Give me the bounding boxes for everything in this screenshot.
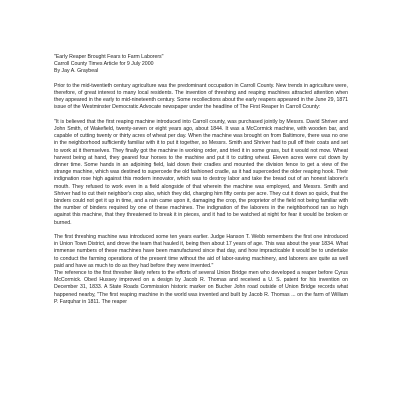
paragraph-thresher: The first threshing machine was introduced some ten years earlier. Judge Hanson T. Webb remembers the first one introduced in Union Town District, and drove the team that hauled it, being then about 17 years of age. This was about the year 1834. What immense numbers of these machines have been manufactured since that day, and how impracticable it would be to undertake to conduct the farming operations of the present time without the aid of labor-saving machinery, and laborers are quite as well paid and have as much to do as they had before they were invented."	[54, 234, 348, 269]
paragraph-quote: "It is believed that the first reaping machine introduced into Carroll county, was purchased jointly by Messrs. David Shriver and John Smith, of Wakefield, twenty-seven or eight years ago, about 1844. It was a McCormick machine, with wooden bar, and capable of cutting twenty or thirty acres of wheat per day. When the machine was brought on from Baltimore, there was no one in the neighborhood sufficiently familiar with it to put it together, so Messrs. Smith and Shriver had to pull off their coats and set to work at it themselves. They finally got the machine in working order, and tried it in some grass, but it would not mow. Wheat harvest being at hand, they geared four horses to the machine and put it to cutting wheat. Eleven acres were cut down by dinner time. Some hands in an adjoining field, laid down their cradles and mounted the division fence to get a view of the strange machine, which was destined to supercede the old fashioned cradle, as it had superceded the older reaping hook. Their indignation rose high against this modern innovator, which was to destroy labor and take the bread out of an honest laborer's mouth. They refused to work even in a field alongside of that wherein the machine was employed, and Messrs. Smith and Shriver had to cut their neighbor's crop also, which they did, charging him fifty cents per acre. They cut it down so quick, that the binders could not get it up in time, and a rain came upon it, damaging the crop, the proprietor of the field not being familiar with the number of binders required by one of these machines. The indignation of the laborers in the neighborhood ran so high against this machine, that they threatened to break it in pieces, and it had to be watched at night for fear it would be broken or burned.	[54, 118, 348, 226]
paragraph-reference: The reference to the first thresher likely refers to the efforts of several Union Bridge men who developed a reaper before Cyrus McCormick. Obed Hussey improved on a design by Jacob R. Thomas and received a U. S. patent for his invention on December 31, 1833. A State Roads Commission historic marker on Bucher John road outside of Union Bridge records what happened nearby, "The first reaping machine in the world was invented and built by Jacob R. Thomas ... on the farm of William P. Farquhar in 1811. The reaper	[54, 270, 348, 305]
article-publication: Carroll County Times Article for 9 July 2000	[54, 61, 154, 68]
spacer	[54, 112, 348, 119]
article-body	[54, 54, 348, 306]
paragraph-intro: Prior to the mid-twentieth century agriculture was the predominant occupation in Carroll County. New trends in agriculture were, therefore, of great interest to many local residents. The invention of threshing and reaping machines attracted attention when they appeared in the early to mid-nineteenth century. Some recollections about the early reapers appeared in the June 29, 1871 issue of the Westminster Democratic Advocate newspaper under the headline of The First Reaper In Carroll County:	[54, 82, 348, 111]
article-byline: By Jay A. Graybeal	[54, 68, 99, 75]
article-title: "Early Reaper Brought Fears to Farm Laborers"	[54, 54, 164, 60]
spacer	[54, 76, 348, 83]
spacer	[54, 227, 348, 234]
